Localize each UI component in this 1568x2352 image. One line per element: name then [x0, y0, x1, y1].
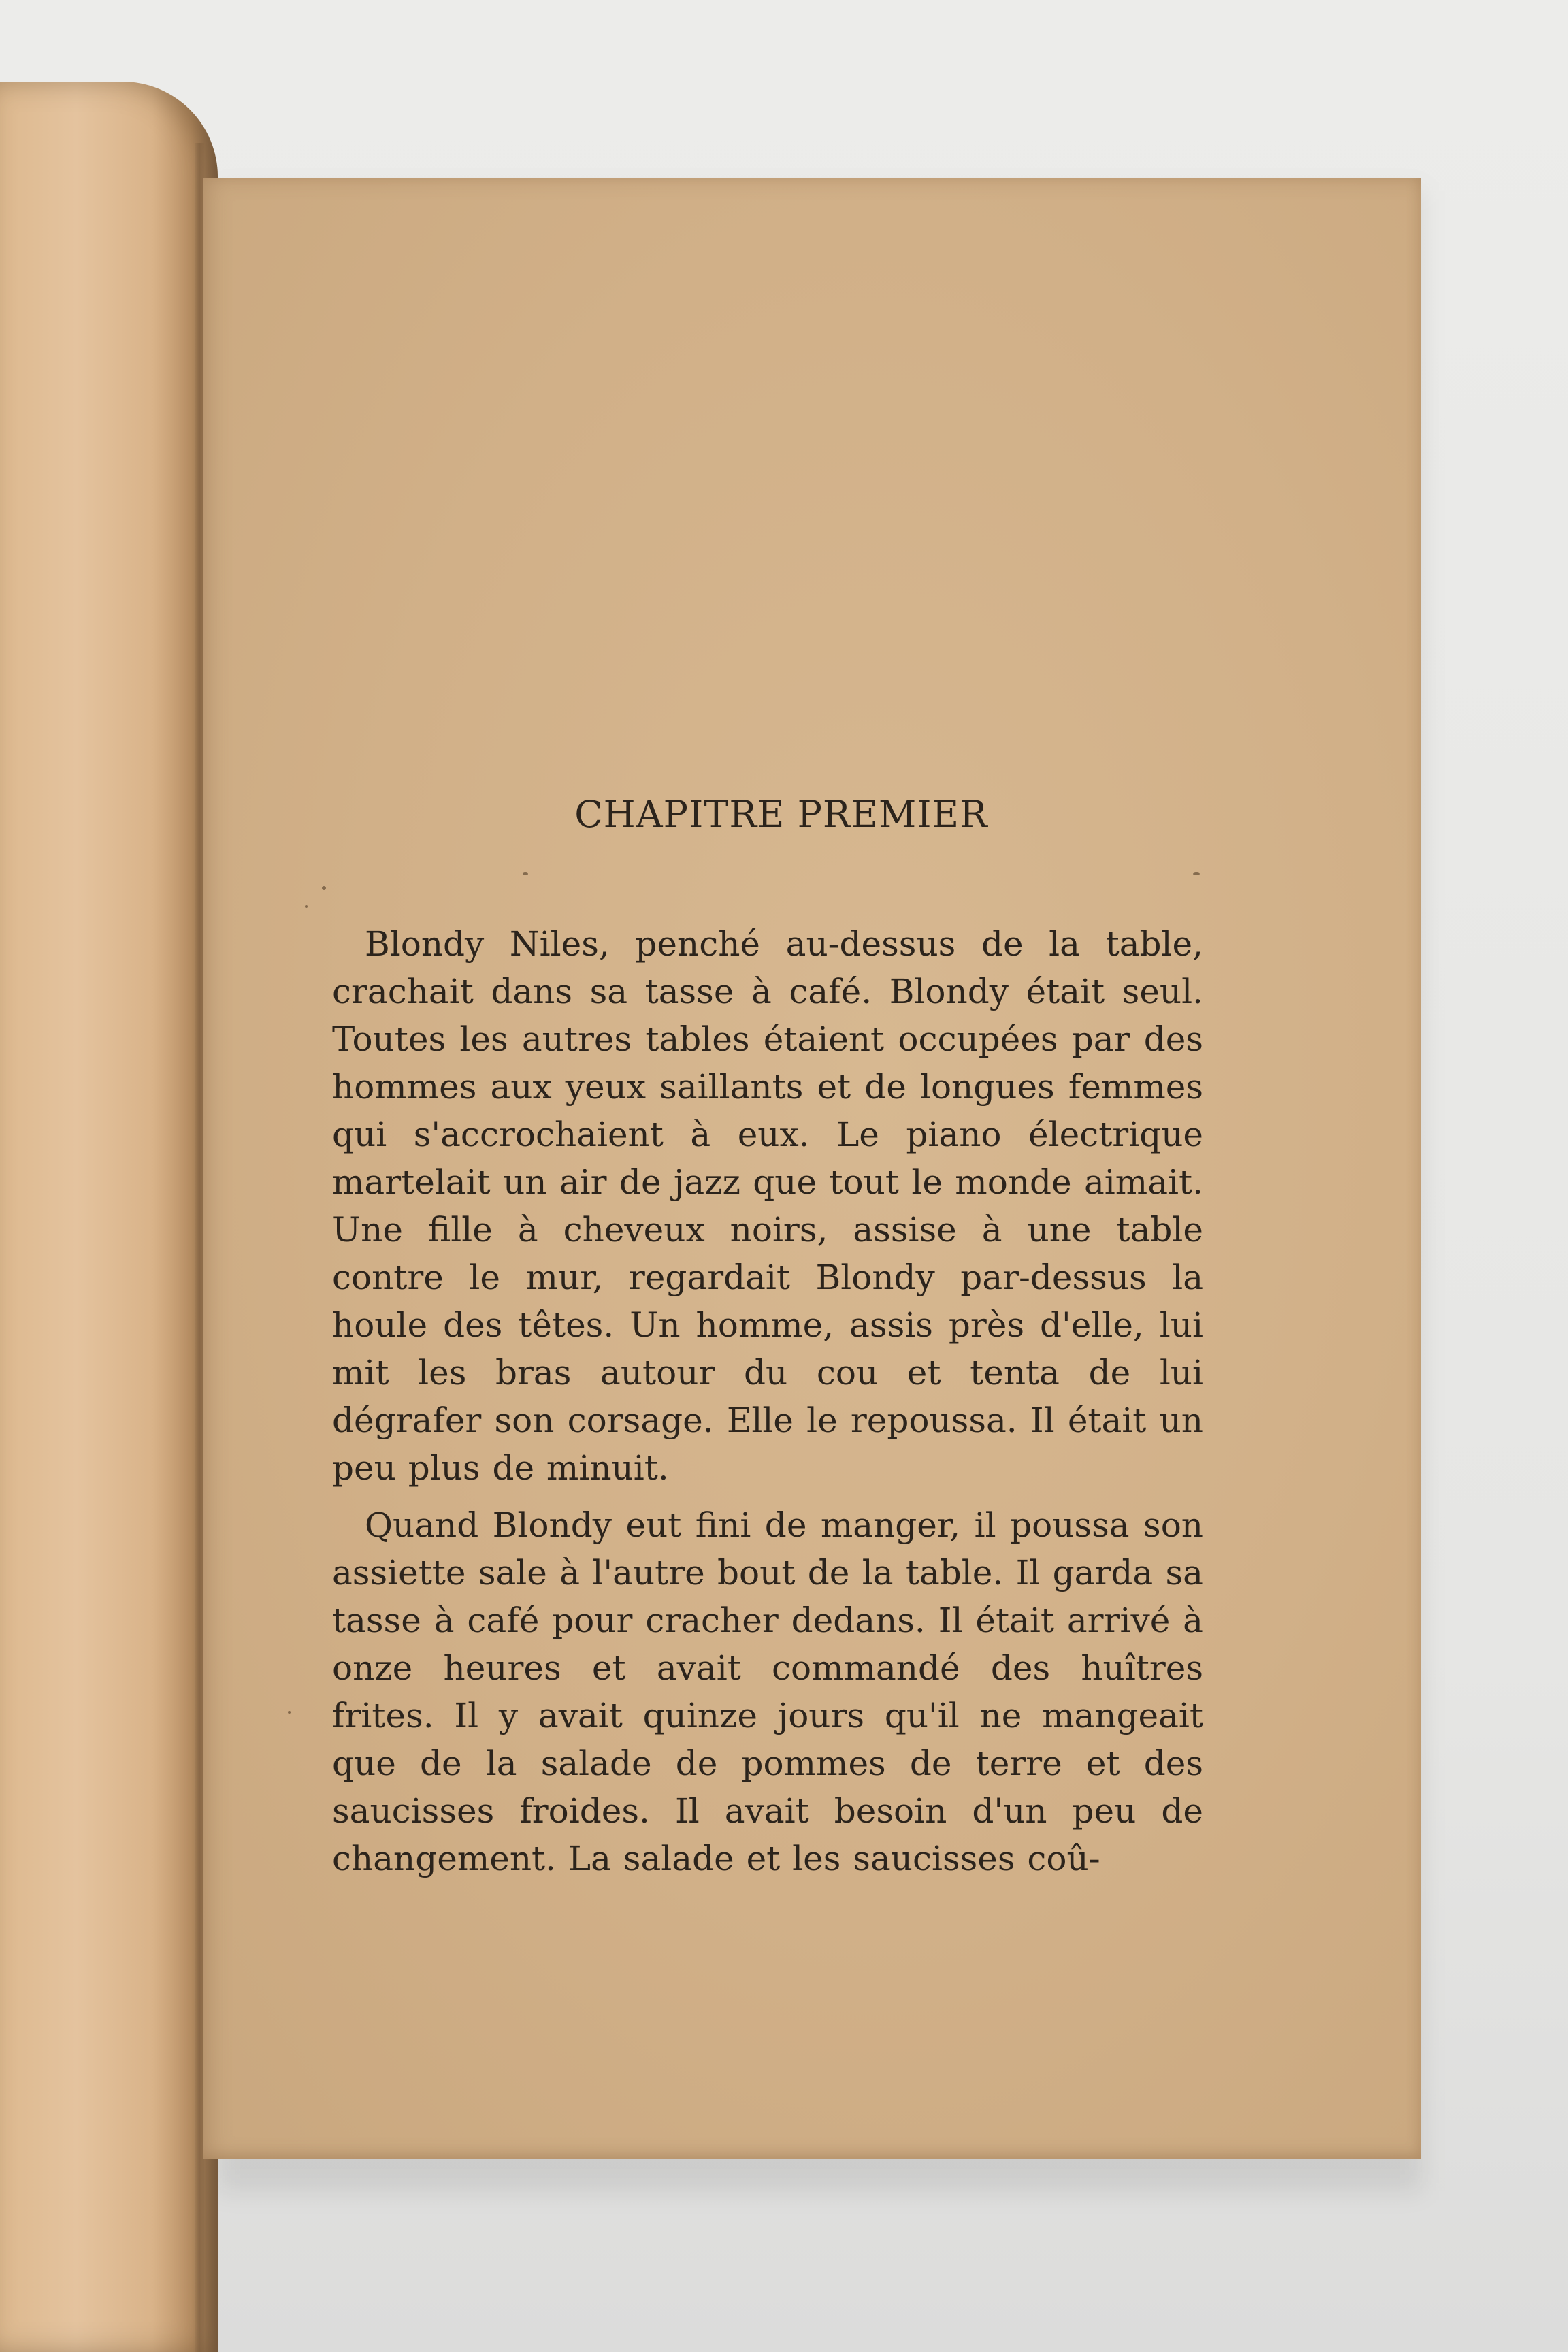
paragraph-1: Blondy Niles, penché au-dessus de la table, crachait dans sa tasse à café. Blondy était seul. Toutes les autres tables étaient occupées par des hommes aux yeux saillants et de longues femmes qui s'accrochaient à eux. Le piano électrique martelait un air de jazz que tout le monde aimait. Une fille à cheveux noirs, assise à une table contre le mur, regardait Blondy par-dessus la houle des têtes. Un homme, assis près d'elle, lui mit les bras autour du cou et tenta de lui dégrafer son corsage. Elle le repoussa. Il était un peu plus de minuit. — [332, 924, 1203, 1488]
paper-speck — [322, 886, 326, 890]
chapter-title: CHAPITRE PREMIER — [574, 793, 988, 836]
paper-speck — [288, 1711, 291, 1714]
paper-speck — [305, 905, 308, 908]
left-page-curl — [0, 82, 218, 2352]
page-text-block — [332, 793, 1203, 1882]
book-page — [203, 178, 1421, 2159]
paragraph-2: Quand Blondy eut fini de manger, il poussa son assiette sale à l'autre bout de la table. Il garda sa tasse à café pour cracher dedans. Il était arrivé à onze heures et avait commandé des huîtres frites. Il y avait quinze jours qu'il ne mangeait que de la salade de pommes de terre et des saucisses froides. Il avait besoin d'un peu de changement. La salade et les saucisses coû- — [332, 1505, 1203, 1878]
